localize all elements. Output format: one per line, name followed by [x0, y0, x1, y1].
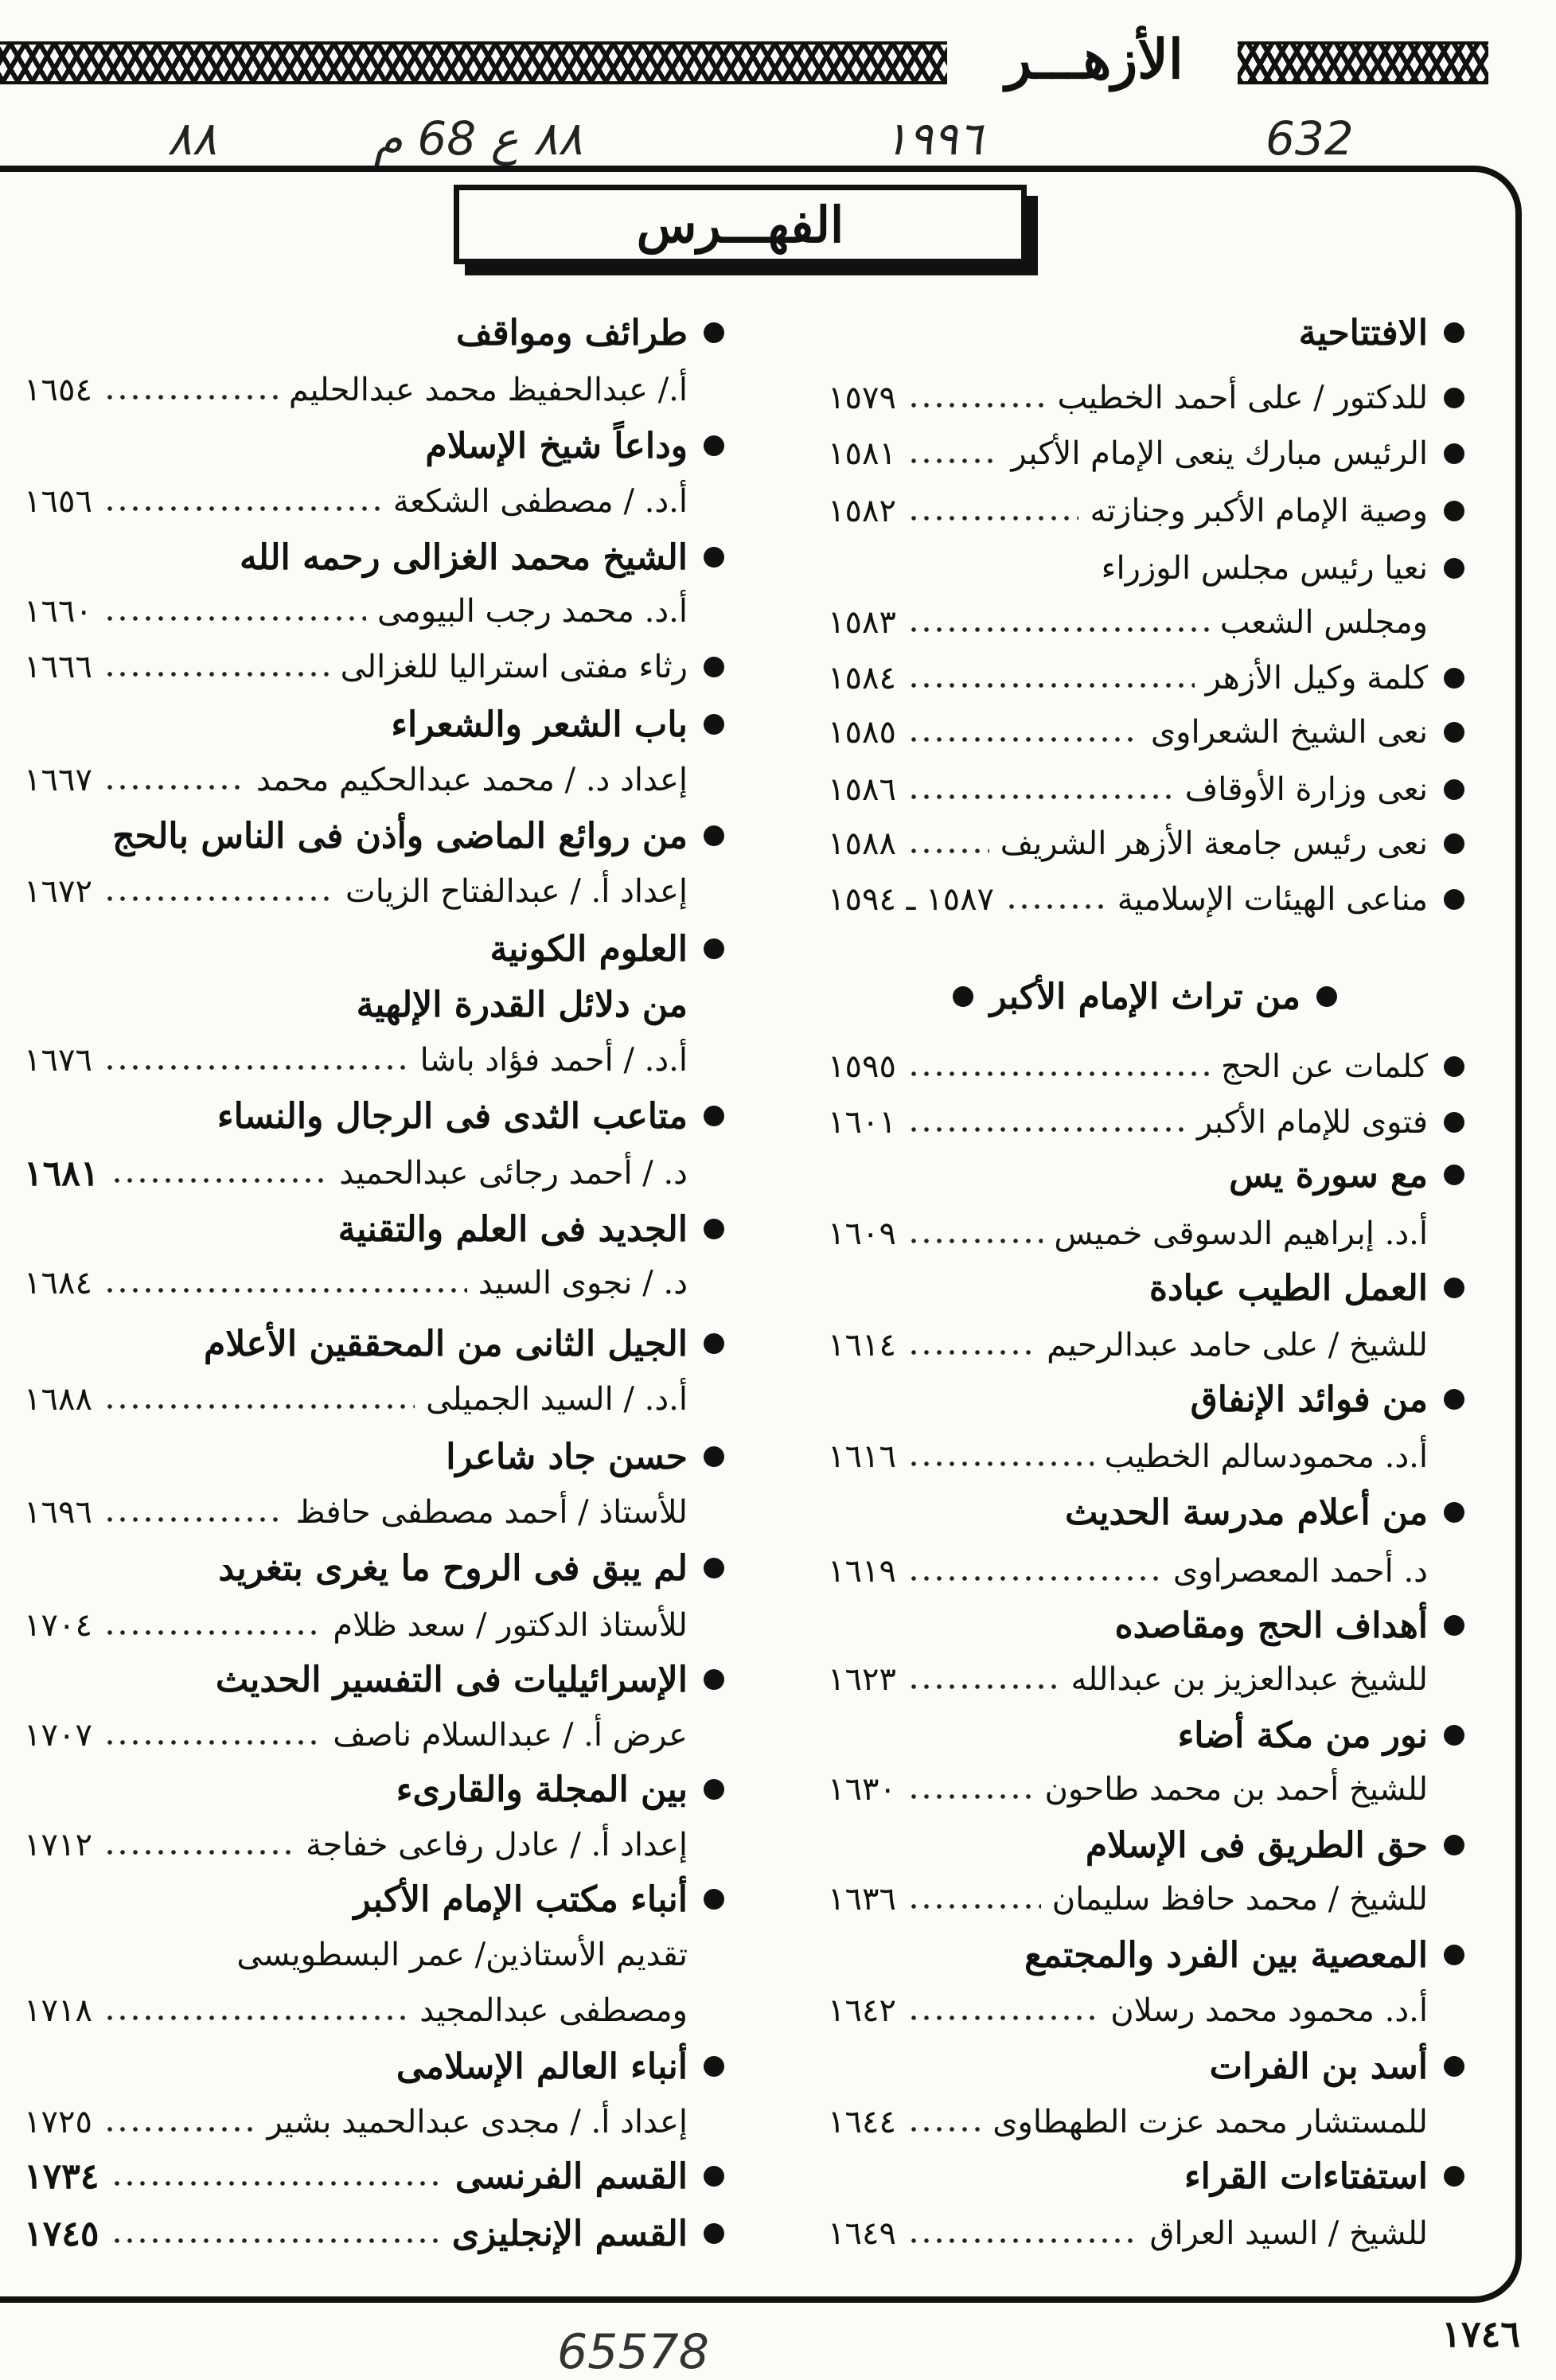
bullet-icon [704, 1889, 724, 1910]
toc-entry[interactable] [828, 820, 1464, 868]
bullet-icon [1444, 722, 1464, 743]
dot-leader [907, 1126, 1186, 1133]
toc-entry-title: أ.د. محمودسالم الخطيب [1104, 1438, 1428, 1475]
bullet-icon [1444, 779, 1464, 800]
toc-entry-title: تقديم الأستاذين/ عمر البسطويسى [236, 1937, 688, 1973]
toc-entry-title: القسم الإنجليزى [451, 2213, 688, 2254]
bullet-icon [1444, 668, 1464, 689]
toc-entry[interactable] [24, 643, 724, 691]
bullet-icon [1444, 1278, 1464, 1298]
dot-leader [103, 1516, 285, 1524]
toc-entry-title: للأستاذ / أحمد مصطفى حافظ [295, 1494, 688, 1531]
bullet-icon [1444, 388, 1464, 408]
dot-leader [907, 1348, 1035, 1356]
toc-page-number: ١٦٧٢ [24, 873, 92, 910]
toc-heading[interactable] [828, 2043, 1464, 2090]
toc-entry-title: إعداد أ. / عبدالفتاح الزيات [345, 873, 688, 910]
decorative-border-left [0, 41, 947, 84]
toc-entry-title: العمل الطيب عبادة [1148, 1267, 1428, 1309]
toc-entry-title: الافتتاحية [1298, 312, 1428, 353]
toc-heading[interactable] [828, 1931, 1464, 1979]
toc-entry[interactable] [828, 1875, 1464, 1923]
bullet-icon [704, 322, 724, 343]
dot-leader [907, 457, 1000, 465]
toc-entry[interactable] [828, 2210, 1464, 2257]
toc-page-number: ١٦٦٠ [24, 593, 92, 630]
toc-entry-title: الرئيس مبارك ينعى الإمام الأكبر [1011, 435, 1428, 472]
toc-heading[interactable] [24, 2043, 724, 2090]
toc-page-number: ١٦١٩ [828, 1553, 896, 1590]
bullet-icon [704, 2056, 724, 2077]
dot-leader [907, 681, 1195, 689]
toc-heading[interactable] [24, 1205, 724, 1253]
toc-entry-title: من فوائد الإنفاق [1190, 1379, 1428, 1420]
toc-entry-title: أ.د. / السيد الجميلى [426, 1381, 688, 1418]
toc-page-number: ١٥٨٣ [828, 604, 896, 641]
toc-entry-title: للدكتور / على أحمد الخطيب [1057, 380, 1428, 416]
dot-leader [103, 1848, 294, 1856]
toc-entry-title: طرائف ومواقف [456, 312, 688, 353]
toc-entry-title: أ.د. / مصطفى الشكعة [392, 483, 688, 520]
toc-heading[interactable] [828, 2152, 1464, 2200]
dot-leader [907, 1683, 1060, 1691]
dot-leader [907, 735, 1140, 743]
toc-heading[interactable] [24, 1875, 724, 1923]
toc-page-number: ١٦٧٦ [24, 1042, 92, 1079]
decorative-border-right [1238, 41, 1488, 84]
toc-entry-title: القسم الفرنسى [454, 2156, 688, 2197]
dot-leader [907, 2237, 1139, 2245]
bullet-icon [704, 657, 724, 677]
toc-entry-title: إعداد د. / محمد عبدالحكيم محمد [255, 762, 688, 798]
toc-entry-title: باب الشعر والشعراء [391, 704, 688, 745]
toc-entry[interactable] [24, 756, 724, 804]
toc-page-number: ١٥٨٨ [828, 825, 896, 862]
dot-leader [103, 615, 366, 622]
toc-entry-title: وصية الإمام الأكبر وجنازته [1090, 493, 1428, 529]
bullet-icon [1444, 1502, 1464, 1523]
archive-stamp-number: 65578 [557, 2324, 709, 2380]
bullet-icon [1444, 1615, 1464, 1636]
dot-leader [111, 2179, 444, 2187]
toc-entry-title: من أعلام مدرسة الحديث [1065, 1492, 1428, 1533]
toc-entry-title: أ./ عبدالحفيظ محمد عبدالحليم [288, 372, 688, 408]
toc-heading[interactable] [24, 812, 724, 860]
toc-heading[interactable] [24, 981, 724, 1028]
toc-entry-title: أ.د. محمود محمد رسلان [1110, 1992, 1428, 2029]
bullet-icon [1444, 889, 1464, 910]
toc-heading[interactable] [24, 925, 724, 973]
toc-entry-title: مناعى الهيئات الإسلامية [1117, 881, 1428, 918]
bullet-icon [704, 714, 724, 735]
bullet-icon [704, 1446, 724, 1467]
bullet-icon [1444, 2166, 1464, 2187]
dot-leader [907, 1574, 1162, 1582]
dot-leader [103, 1063, 409, 1071]
toc-page-number: ١٦٦٧ [24, 762, 92, 798]
toc-heading[interactable] [828, 1602, 1464, 1649]
bullet-icon [704, 1333, 724, 1354]
dot-leader [907, 847, 989, 855]
toc-entry[interactable] [24, 587, 724, 635]
toc-entry[interactable] [24, 2210, 724, 2257]
toc-entry-title: إعداد أ. / عادل رفاعى خفاجة [306, 1827, 688, 1863]
toc-entry-title: ومجلس الشعب [1219, 604, 1428, 641]
dot-leader [907, 401, 1047, 409]
toc-heading[interactable] [828, 1821, 1464, 1869]
toc-entry-title: الإسرائيليات فى التفسير الحديث [215, 1659, 688, 1700]
toc-entry-title: حسن جاد شاعرا [446, 1436, 688, 1477]
bullet-icon [1444, 2056, 1464, 2077]
bullet-icon [704, 1558, 724, 1578]
toc-entry-title: الجيل الثانى من المحققين الأعلام [203, 1323, 688, 1364]
toc-entry-title: لم يبق فى الروح ما يغرى بتغريد [218, 1547, 688, 1589]
dot-leader [103, 670, 330, 678]
dot-leader [907, 2125, 981, 2133]
toc-entry-title: حق الطريق فى الإسلام [1085, 1824, 1428, 1866]
toc-entry[interactable] [828, 1765, 1464, 1813]
toc-entry-title: أ.د. / أحمد فؤاد باشا [419, 1042, 688, 1079]
toc-entry[interactable] [24, 1375, 724, 1423]
toc-entry[interactable] [828, 1098, 1464, 1146]
dot-leader [103, 2014, 408, 2022]
toc-entry[interactable] [828, 1043, 1464, 1091]
bullet-icon [1444, 558, 1464, 579]
toc-entry[interactable] [24, 1149, 724, 1197]
toc-entry[interactable] [828, 2098, 1464, 2146]
toc-entry[interactable] [828, 1433, 1464, 1481]
dot-leader [907, 514, 1079, 522]
bullet-icon [704, 435, 724, 456]
handwritten-note-mid: ٨٨ ع 68 م [374, 111, 583, 166]
toc-page-number: ١٧٢٥ [24, 2104, 92, 2140]
dot-leader [103, 2125, 256, 2133]
toc-heading[interactable] [828, 1264, 1464, 1312]
toc-entry-title: أ.د. محمد رجب البيومى [376, 593, 688, 630]
toc-page-number: ١٦٥٦ [24, 483, 92, 520]
section-heading-label: من تراث الإمام الأكبر [989, 976, 1301, 1017]
toc-entry-title: العلوم الكونية [489, 928, 688, 970]
bullet-icon [1444, 1056, 1464, 1077]
toc-heading[interactable] [24, 1656, 724, 1703]
toc-entry[interactable] [828, 1321, 1464, 1369]
toc-entry[interactable] [828, 766, 1464, 813]
toc-entry[interactable] [24, 478, 724, 525]
toc-entry-title: كلمة وكيل الأزهر [1205, 660, 1428, 696]
dot-leader [111, 2237, 441, 2245]
toc-entry[interactable] [828, 1987, 1464, 2035]
bullet-icon [704, 938, 724, 959]
toc-entry[interactable] [24, 1036, 724, 1084]
toc-page-number: ١٧٠٧ [24, 1717, 92, 1754]
toc-entry-title: متاعب الثدى فى الرجال والنساء [216, 1095, 688, 1137]
bullet-icon [1316, 986, 1337, 1007]
toc-heading[interactable] [828, 1488, 1464, 1536]
dot-leader [907, 793, 1174, 801]
bullet-icon [704, 825, 724, 846]
toc-entry[interactable] [24, 2098, 724, 2146]
toc-entry-title: نعى رئيس جامعة الأزهر الشريف [1000, 825, 1428, 862]
toc-page-number: ١٥٧٩ [828, 380, 896, 416]
dot-leader [907, 2014, 1099, 2022]
toc-entry-title: أ.د. إبراهيم الدسوقى خميس [1054, 1215, 1428, 1252]
toc-heading[interactable] [24, 422, 724, 470]
toc-entry-title: للشيخ أحمد بن محمد طاحون [1044, 1771, 1428, 1808]
toc-entry-title: الشيخ محمد الغزالى رحمه الله [239, 536, 688, 578]
toc-entry-title: أنباء مكتب الإمام الأكبر [353, 1879, 688, 1920]
toc-entry-title: من روائع الماضى وأذن فى الناس بالحج [112, 815, 688, 856]
toc-entry-title: للشيخ عبدالعزيز بن عبدالله [1070, 1661, 1428, 1698]
toc-heading[interactable] [24, 1433, 724, 1481]
toc-page-number: ١٥٨٥ [828, 714, 896, 751]
bullet-icon [704, 547, 724, 568]
bullet-icon [1444, 501, 1464, 521]
title-box [454, 185, 1027, 264]
dot-leader [907, 626, 1209, 634]
toc-entry[interactable] [828, 1547, 1464, 1595]
toc-page-number: ١٥٨١ [828, 435, 896, 472]
toc-entry[interactable] [828, 708, 1464, 756]
toc-entry-title: أنباء العالم الإسلامى [396, 2046, 688, 2087]
handwritten-note-left: ٨٨ [167, 111, 217, 166]
toc-page-number: ١٥٨٧ ـ ١٥٩٤ [828, 881, 995, 918]
toc-entry[interactable] [828, 654, 1464, 702]
dot-leader [103, 1738, 322, 1746]
toc-page-number: ١٦٨١ [24, 1153, 99, 1194]
toc-entry-title: د. / نجوى السيد [478, 1265, 688, 1301]
toc-page-number: ١٦١٤ [828, 1327, 896, 1364]
bullet-icon [1444, 833, 1464, 854]
toc-heading[interactable] [24, 1931, 724, 1979]
journal-name: الأزهـــر [1005, 28, 1184, 92]
toc-entry[interactable] [828, 1210, 1464, 1258]
journal-header [0, 24, 1556, 96]
toc-heading[interactable] [24, 309, 724, 357]
toc-entry-title: مع سورة يس [1229, 1154, 1428, 1196]
toc-heading[interactable] [828, 309, 1464, 357]
toc-entry[interactable] [828, 1656, 1464, 1703]
toc-page-number: ١٦٠١ [828, 1104, 896, 1141]
bullet-icon [1444, 1725, 1464, 1746]
toc-page-number: ١٧٣٤ [24, 2156, 99, 2197]
bullet-icon [1444, 322, 1464, 343]
dot-leader [907, 1460, 1094, 1468]
toc-entry-title: نعيا رئيس مجلس الوزراء [1101, 550, 1428, 587]
bullet-icon [1444, 1945, 1464, 1965]
bullet-icon [953, 986, 973, 1007]
toc-entry-title: د. / أحمد رجائى عبدالحميد [339, 1155, 688, 1192]
toc-entry-title: من دلائل القدرة الإلهية [356, 984, 688, 1025]
toc-heading[interactable] [24, 1092, 724, 1140]
toc-heading[interactable] [828, 544, 1464, 592]
toc-entry-title: الجديد فى العلم والتقنية [337, 1208, 688, 1250]
toc-page-number: ١٦٩٦ [24, 1494, 92, 1531]
handwritten-code: 632 [1265, 111, 1354, 166]
toc-entry-title: كلمات عن الحج [1221, 1048, 1428, 1085]
toc-heading[interactable] [828, 1375, 1464, 1423]
toc-entry[interactable] [24, 1821, 724, 1869]
bullet-icon [704, 1219, 724, 1239]
toc-page-number: ١٦٣٠ [828, 1771, 896, 1808]
toc-entry-title: فتوى للإمام الأكبر [1196, 1104, 1428, 1141]
section-heading [937, 973, 1353, 1020]
toc-page-number: ١٧٠٤ [24, 1607, 92, 1644]
toc-entry[interactable] [24, 2152, 724, 2200]
bullet-icon [704, 1779, 724, 1800]
toc-page-number: ١٥٨٢ [828, 493, 896, 529]
dot-leader [103, 1403, 415, 1410]
toc-entry[interactable] [828, 876, 1464, 923]
toc-page-number: ١٦٢٣ [828, 1661, 896, 1698]
toc-page-number: ١٦٣٦ [828, 1881, 896, 1918]
toc-page-number: ١٦٤٢ [828, 1992, 896, 2029]
dot-leader [907, 1237, 1043, 1245]
dot-leader [103, 895, 334, 903]
dot-leader [103, 505, 382, 513]
toc-entry-title: د. أحمد المعصراوى [1172, 1553, 1428, 1590]
toc-page-number: ١٦٠٩ [828, 1215, 896, 1252]
toc-entry[interactable] [828, 599, 1464, 646]
toc-entry-title: أهداف الحج ومقاصده [1114, 1605, 1428, 1646]
toc-page-number: ١٥٨٤ [828, 660, 896, 696]
bullet-icon [1444, 1835, 1464, 1855]
bullet-icon [704, 2166, 724, 2187]
toc-entry-title: للأستاذ الدكتور / سعد ظلام [333, 1607, 688, 1644]
handwritten-year: ١٩٩٦ [883, 111, 983, 166]
toc-entry[interactable] [24, 1711, 724, 1759]
bullet-icon [704, 1669, 724, 1690]
toc-page-number: ١٥٨٦ [828, 771, 896, 808]
toc-heading[interactable] [24, 533, 724, 581]
toc-entry-title: للشيخ / على حامد عبدالرحيم [1047, 1327, 1428, 1364]
toc-entry[interactable] [24, 366, 724, 414]
toc-heading[interactable] [24, 1765, 724, 1813]
toc-entry[interactable] [24, 1488, 724, 1536]
bullet-icon [704, 2223, 724, 2244]
dot-leader [907, 1793, 1034, 1801]
toc-entry-title: نعى الشيخ الشعراوى [1150, 714, 1428, 751]
toc-entry-title: إعداد أ. / مجدى عبدالحميد بشير [267, 2104, 688, 2140]
toc-page-number: ١٦٦٦ [24, 649, 92, 685]
page-title: الفهـــرس [636, 196, 844, 254]
toc-page-number: ١٦١٦ [828, 1438, 896, 1475]
toc-page-number: ١٧٤٥ [24, 2213, 99, 2254]
dot-leader [1005, 903, 1106, 911]
toc-entry-title: أسد بن الفرات [1209, 2046, 1428, 2087]
toc-heading[interactable] [828, 1711, 1464, 1759]
toc-page-number: ١٦٥٤ [24, 372, 92, 408]
toc-page-number: ١٧١٢ [24, 1827, 92, 1863]
dot-leader [907, 1902, 1041, 1910]
toc-entry-title: وداعاً شيخ الإسلام [425, 425, 688, 466]
toc-entry-title: استفتاءات القراء [1184, 2156, 1428, 2197]
dot-leader [103, 783, 245, 791]
toc-entry-title: بين المجلة والقارىء [396, 1769, 688, 1810]
bullet-icon [1444, 1165, 1464, 1185]
toc-page-number: ١٦٤٤ [828, 2104, 896, 2140]
toc-entry[interactable] [24, 1987, 724, 2035]
toc-heading[interactable] [24, 1320, 724, 1368]
dot-leader [907, 1070, 1210, 1078]
bullet-icon [704, 1106, 724, 1126]
toc-entry[interactable] [24, 1259, 724, 1307]
toc-entry[interactable] [24, 1602, 724, 1649]
toc-heading[interactable] [24, 700, 724, 748]
dot-leader [111, 1176, 329, 1184]
toc-entry[interactable] [24, 868, 724, 915]
toc-entry-title: للشيخ / السيد العراق [1149, 2215, 1428, 2252]
page-number: ١٧٤٦ [1441, 2312, 1520, 2355]
toc-entry-title: للمستشار محمد عزت الطهطاوى [992, 2104, 1428, 2140]
toc-entry-title: ومصطفى عبدالمجيد [419, 1992, 688, 2029]
toc-page-number: ١٦٨٨ [24, 1381, 92, 1418]
dot-leader [103, 1286, 467, 1294]
toc-heading[interactable] [828, 1151, 1464, 1199]
toc-entry-title: المعصية بين الفرد والمجتمع [1024, 1934, 1428, 1976]
toc-entry[interactable] [828, 374, 1464, 422]
toc-page-number: ١٦٨٤ [24, 1265, 92, 1301]
toc-page-number: ١٦٤٩ [828, 2215, 896, 2252]
bullet-icon [1444, 1389, 1464, 1410]
bullet-icon [1444, 1112, 1464, 1133]
bullet-icon [1444, 443, 1464, 464]
toc-entry-title: عرض أ. / عبدالسلام ناصف [333, 1717, 688, 1754]
dot-leader [103, 393, 278, 401]
toc-page-number: ١٧١٨ [24, 1992, 92, 2029]
toc-entry[interactable] [828, 430, 1464, 478]
dot-leader [103, 1629, 322, 1637]
toc-entry[interactable] [828, 487, 1464, 535]
toc-entry-title: للشيخ / محمد حافظ سليمان [1051, 1881, 1428, 1918]
toc-page-number: ١٥٩٥ [828, 1048, 896, 1085]
toc-heading[interactable] [24, 1544, 724, 1592]
toc-entry-title: نور من مكة أضاء [1177, 1715, 1428, 1756]
toc-entry-title: نعى وزارة الأوقاف [1184, 771, 1428, 808]
toc-entry-title: رثاء مفتى استراليا للغزالى [340, 649, 688, 685]
